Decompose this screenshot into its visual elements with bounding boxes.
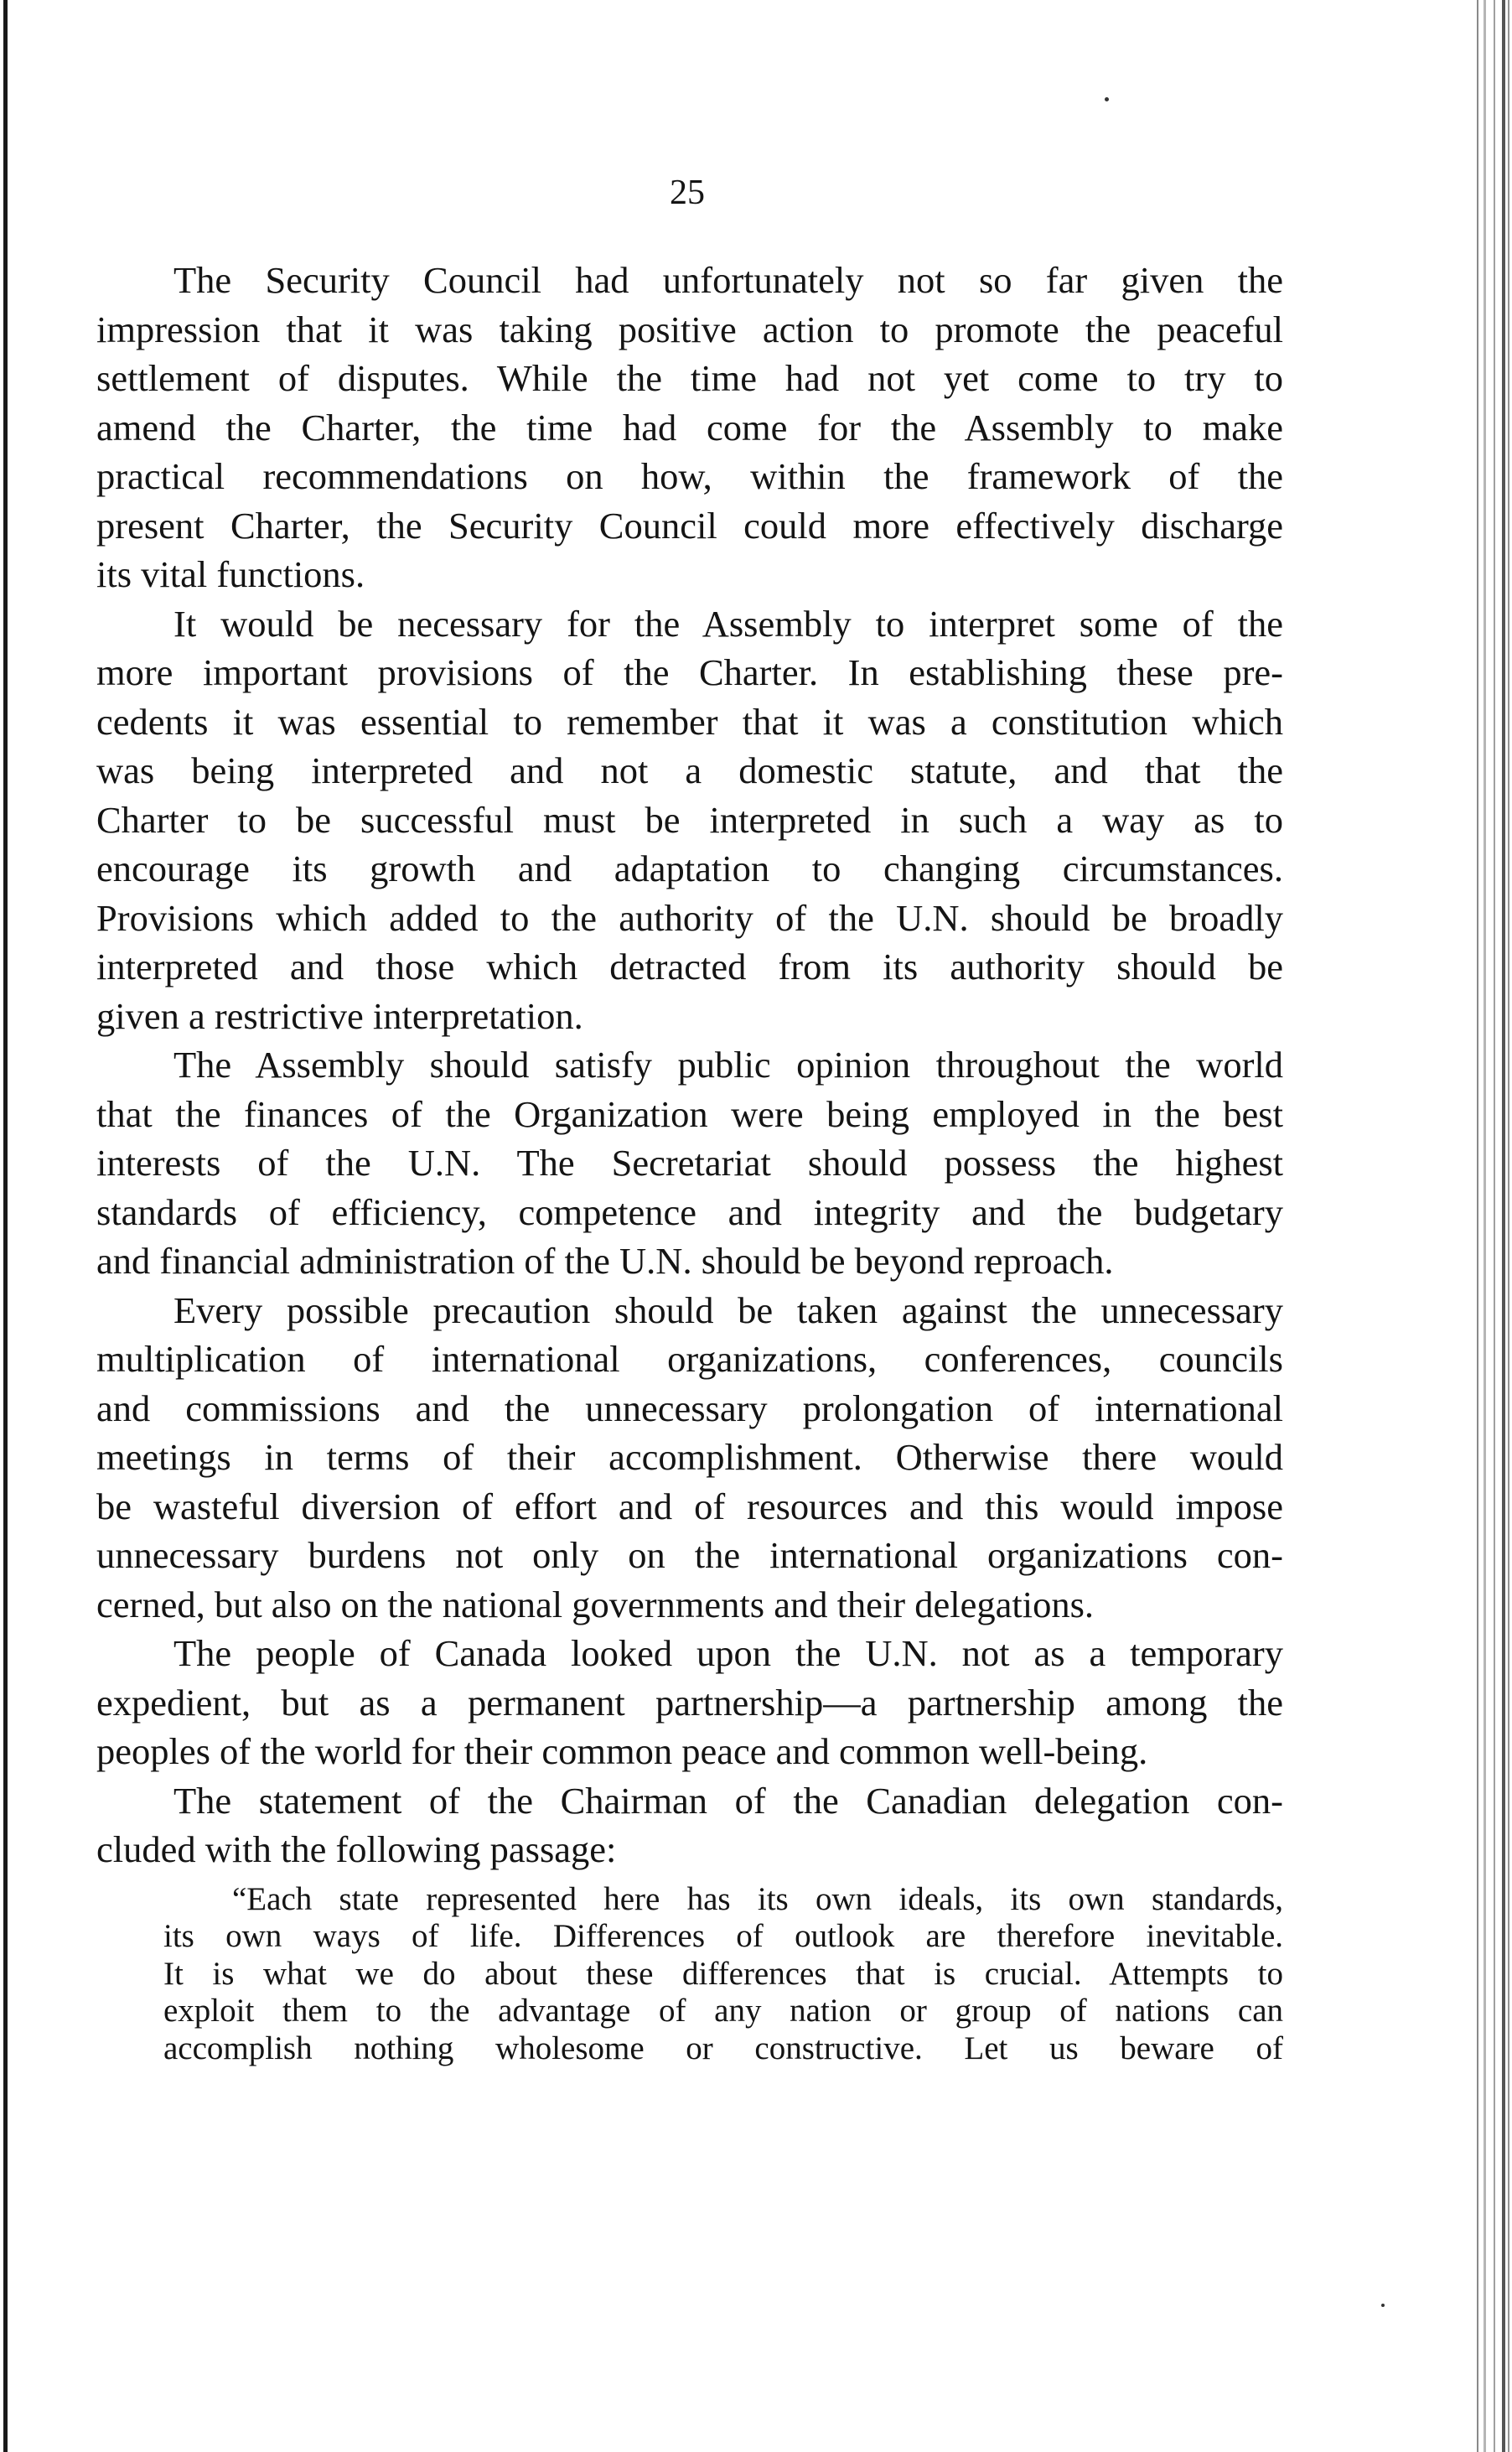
text-line: present Charter, the Security Council could more effectively discharge — [96, 504, 1283, 547]
text-line: and commissions and the unnecessary prolongation of international — [96, 1387, 1283, 1429]
text-line: impression that it was taking positive action to promote the peaceful — [96, 308, 1283, 350]
text-line: more important provisions of the Charter. In establishing these pre- — [96, 651, 1283, 693]
text-line: The Security Council had unfortunately not so far given the — [173, 259, 1283, 301]
page-number: 25 — [670, 174, 705, 212]
text-line: The statement of the Chairman of the Canadian delegation con- — [173, 1779, 1283, 1822]
text-line: Charter to be successful must be interpreted in such a way as to — [96, 798, 1283, 841]
right-page-edge — [1484, 0, 1486, 2452]
text-line: practical recommendations on how, within the framework of the — [96, 455, 1283, 497]
text-line: was being interpreted and not a domestic statute, and that the — [96, 749, 1283, 791]
text-line: cluded with the following passage: — [96, 1828, 617, 1870]
text-line: expedient, but as a permanent partnership—a partnership among the — [96, 1681, 1283, 1724]
right-page-edge — [1477, 0, 1478, 2452]
text-line: be wasteful diversion of effort and of resources and this would impose — [96, 1485, 1283, 1527]
right-page-edge — [1494, 0, 1495, 2452]
paragraph — [96, 1776, 1283, 1874]
quote-line: exploit them to the advantage of any nation or group of nations can — [163, 1993, 1283, 2029]
left-page-border — [3, 0, 8, 2452]
text-line: and financial administration of the U.N. should be beyond reproach. — [96, 1240, 1114, 1282]
right-page-edge — [1508, 0, 1509, 2452]
text-line: that the finances of the Organization were being employed in the best — [96, 1092, 1283, 1135]
quote-line: accomplish nothing wholesome or constructive. Let us beware of — [163, 2030, 1283, 2066]
text-line: multiplication of international organizations, conferences, councils — [96, 1338, 1283, 1380]
text-line: Provisions which added to the authority of the U.N. should be broadly — [96, 896, 1283, 939]
text-line: The Assembly should satisfy public opinion throughout the world — [173, 1044, 1283, 1086]
text-line: cedents it was essential to remember that it was a constitution which — [96, 700, 1283, 743]
quote-line: It is what we do about these differences that is crucial. Attempts to — [163, 1955, 1283, 1992]
scan-speck — [1381, 2304, 1385, 2307]
text-line: encourage its growth and adaptation to changing circumstances. — [96, 848, 1283, 889]
paragraph — [96, 1286, 1283, 1630]
paragraph — [96, 599, 1283, 1041]
text-line: peoples of the world for their common peace and common well-being. — [96, 1730, 1148, 1772]
text-line: It would be necessary for the Assembly to interpret some of the — [173, 602, 1283, 645]
text-line: standards of efficiency, competence and integrity and the budgetary — [96, 1190, 1283, 1233]
quote-line: its own ways of life. Differences of outlook are therefore inevitable. — [163, 1918, 1283, 1954]
paragraph — [96, 1040, 1283, 1286]
scan-speck — [1105, 97, 1109, 101]
block-quote — [163, 1881, 1283, 2068]
text-line: interests of the U.N. The Secretariat should possess the highest — [96, 1142, 1283, 1184]
text-line: meetings in terms of their accomplishment. Otherwise there would — [96, 1436, 1283, 1478]
right-page-edge — [1502, 0, 1505, 2452]
paragraph — [96, 256, 1283, 599]
text-line: its vital functions. — [96, 553, 365, 595]
text-line: settlement of disputes. While the time had not yet come to try to — [96, 357, 1283, 399]
text-line: given a restrictive interpretation. — [96, 994, 583, 1037]
text-line: cerned, but also on the national governments and their delegations. — [96, 1583, 1095, 1625]
quote-line: “Each state represented here has its own ideals, its own standards, — [232, 1880, 1283, 1917]
text-line: Every possible precaution should be taken against the unnecessary — [173, 1288, 1283, 1331]
body-text — [96, 256, 1283, 2067]
paragraph — [96, 1629, 1283, 1776]
text-line: The people of Canada looked upon the U.N. not as a temporary — [173, 1632, 1283, 1674]
text-line: unnecessary burdens not only on the international organizations con- — [96, 1534, 1283, 1576]
text-line: interpreted and those which detracted from its authority should be — [96, 946, 1283, 988]
text-line: amend the Charter, the time had come for the Assembly to make — [96, 406, 1283, 448]
